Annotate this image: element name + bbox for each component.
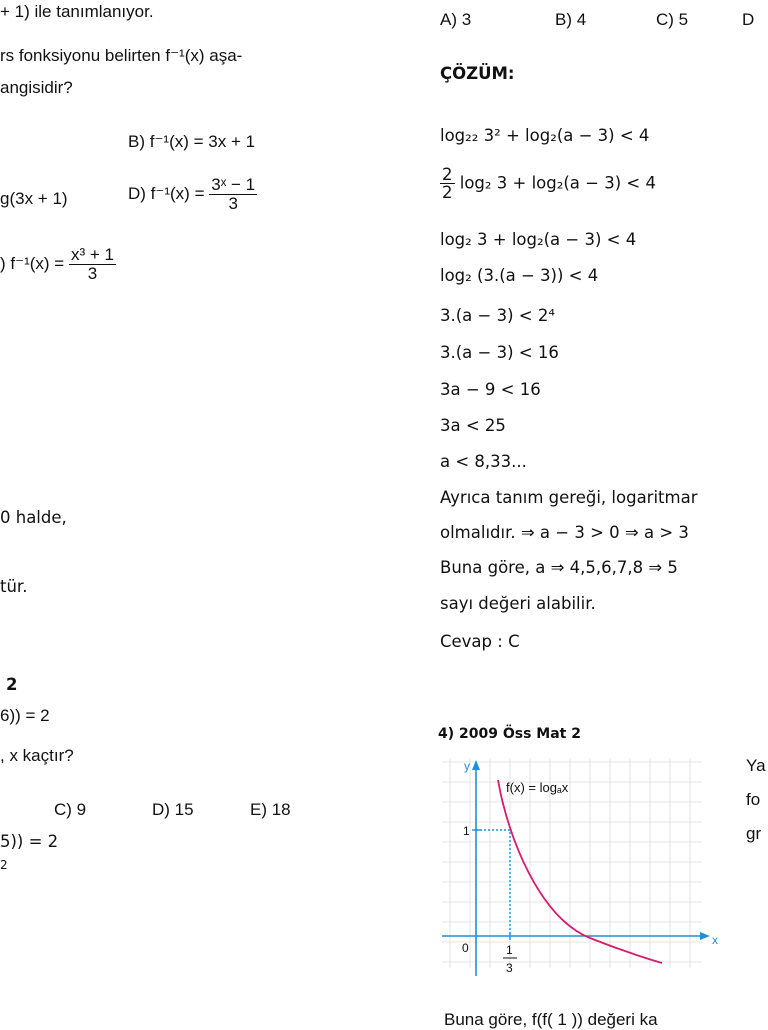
solution-step-1: log₂₂ 3² + log₂(a − 3) < 4: [440, 126, 650, 145]
right-option-c: C) 5: [656, 10, 689, 29]
option-e-denominator: 3: [87, 263, 98, 283]
solution-step-2: [440, 166, 656, 202]
solution-step-7: 3a − 9 < 16: [440, 380, 541, 399]
step-2-numerator: 2: [442, 165, 453, 184]
left-question-number: 2: [6, 675, 18, 694]
solution-text-1: Ayrıca tanım gereği, logaritmar: [440, 488, 698, 507]
next-question-heading: 4) 2009 Öss Mat 2: [438, 726, 581, 742]
option-e-fraction: [69, 246, 116, 283]
solution-text-3: Buna göre, a ⇒ 4,5,6,7,8 ⇒ 5: [440, 558, 678, 577]
left-option-e: E) 18: [250, 800, 291, 819]
option-d-denominator: 3: [228, 193, 238, 213]
left-work-line-1: 5)) = 2: [0, 832, 59, 851]
function-label: f(x) = logₐx: [506, 780, 569, 795]
bottom-partial-text: Buna göre, f(f( 1 )) değeri ka: [444, 1010, 658, 1029]
solution-text-2: olmalıdır. ⇒ a − 3 > 0 ⇒ a > 3: [440, 523, 689, 542]
y-tick-label: 1: [463, 824, 470, 838]
x-axis-arrow: [700, 932, 710, 940]
option-d: [128, 176, 257, 213]
right-option-d: D: [742, 10, 755, 29]
left-tur-text: tür.: [0, 577, 28, 596]
solution-step-8: 3a < 25: [440, 416, 506, 435]
left-halde-text: 0 halde,: [0, 508, 67, 527]
left-work-line-2: 2: [0, 858, 8, 872]
option-d-fraction: [209, 176, 257, 213]
step-2-rest: log₂ 3 + log₂(a − 3) < 4: [459, 173, 656, 193]
right-option-a: A) 3: [440, 10, 472, 29]
side-text-3: gr: [746, 824, 762, 843]
left-option-c: C) 9: [54, 800, 87, 819]
side-text-2: fo: [746, 790, 761, 809]
option-b: B) f⁻¹(x) = 3x + 1: [128, 132, 256, 151]
option-e-prefix: ) f⁻¹(x) =: [0, 253, 65, 273]
side-text-1: Ya: [746, 756, 766, 775]
x-axis-label: x: [712, 933, 718, 947]
option-d-prefix: D) f⁻¹(x) =: [128, 183, 205, 203]
x-tick-denominator: 3: [506, 961, 513, 975]
option-e: [0, 246, 116, 283]
left-line-2: rs fonksiyonu belirten f⁻¹(x) aşa-: [0, 46, 243, 65]
option-c-tail: g(3x + 1): [0, 189, 68, 208]
left-question: , x kaçtır?: [0, 746, 74, 765]
solution-step-4: log₂ (3.(a − 3)) < 4: [440, 266, 599, 285]
step-2-denominator: 2: [442, 183, 453, 203]
solution-step-6: 3.(a − 3) < 16: [440, 343, 559, 362]
solution-step-5: 3.(a − 3) < 2⁴: [440, 306, 555, 325]
answer: Cevap : C: [440, 632, 520, 651]
left-equation: 6)) = 2: [0, 706, 50, 725]
solution-step-9: a < 8,33...: [440, 452, 527, 471]
option-d-numerator: 3ˣ − 1: [211, 175, 256, 194]
solution-step-3: log₂ 3 + log₂(a − 3) < 4: [440, 230, 637, 249]
origin-label: 0: [462, 941, 469, 955]
log-graph: [440, 748, 728, 980]
y-axis-label: y: [464, 759, 470, 773]
step-2-fraction: [440, 166, 455, 202]
solution-text-4: sayı değeri alabilir.: [440, 594, 596, 613]
left-line-3: angisidir?: [0, 78, 73, 97]
left-option-d: D) 15: [152, 800, 194, 819]
solution-heading: ÇÖZÜM:: [440, 64, 515, 83]
x-tick-numerator: 1: [506, 943, 513, 957]
left-line-1: + 1) ile tanımlanıyor.: [0, 2, 154, 21]
right-option-b: B) 4: [555, 10, 587, 29]
option-e-numerator: x³ + 1: [70, 245, 114, 264]
dotted-guide: [476, 830, 510, 936]
